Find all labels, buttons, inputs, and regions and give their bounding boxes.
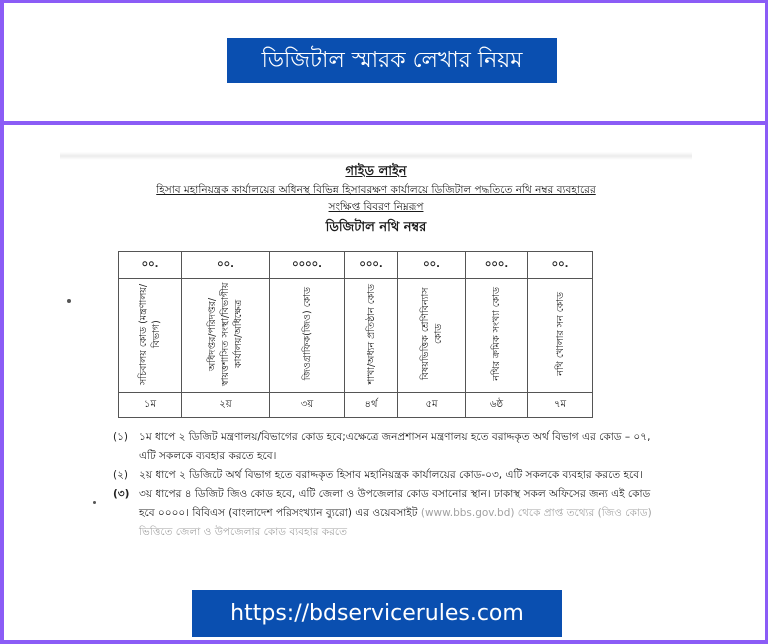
- label-cell: [182, 279, 270, 393]
- note-text: ৩য় ধাপের ৪ ডিজিট জিও কোড হবে, এটি জেলা ও উপজেলার কোড বসানোর স্থান। ঢাকাস্থ সকল অফিসের জন্য এই কোড হবে ০০০০। বিবিএস (বাংলাদেশ পরিসংখ্যান ব্যুরো) এর ওয়েবসাইট: [139, 488, 651, 519]
- website-link[interactable]: https://bdservicerules.com: [192, 590, 562, 637]
- digital-file-number-table: [118, 251, 593, 418]
- label-text: শাখা/অধ্যন প্রতিষ্ঠান কোড: [365, 283, 377, 385]
- note-item: [113, 466, 658, 485]
- label-row: [119, 279, 593, 393]
- step-row: [119, 393, 593, 418]
- note-text: ২য় ধাপে ২ ডিজিটে অর্থ বিভাগ হতে বরাদ্দকৃত হিসাব মহানিয়ন্ত্রক কার্যালয়ের কোড-০৩, এটি সকলকে ব্যবহার করতে হবে।: [139, 469, 643, 481]
- note-number: (৩): [113, 488, 130, 500]
- label-cell: [466, 279, 528, 393]
- code-cell: ০০.: [398, 252, 466, 279]
- note-item: [113, 428, 658, 466]
- label-cell: [270, 279, 345, 393]
- note-number: (১): [113, 431, 129, 443]
- step-cell: ৪র্থ: [345, 393, 398, 418]
- label-cell: [345, 279, 398, 393]
- label-cell: [398, 279, 466, 393]
- label-text: বিষয়ভিত্তিক শ্রেণিবিন্যাস কোড: [419, 287, 444, 381]
- label-cell: [528, 279, 593, 393]
- note-number: (২): [113, 469, 129, 481]
- label-text: জিওগ্রাফিক(জিও) কোড: [301, 287, 313, 381]
- scan-speck: [93, 501, 96, 504]
- label-text: নথির ক্রমিক সংখ্যা কোড: [491, 287, 502, 381]
- step-cell: ৬ষ্ঠ: [466, 393, 528, 418]
- step-cell: ৫ম: [398, 393, 466, 418]
- note-text: ১ম ধাপে ২ ডিজিট মন্ত্রণালয়/বিভাগের কোড হবে;এক্ষেত্রে জনপ্রশাসন মন্ত্রণালয় হতে বরাদ্দকৃত অর্থ বিভাগ এর কোড – ০৭, এটি সকলকে ব্যবহার করতে হবে।: [139, 431, 651, 462]
- document-subtitle-line1: হিসাব মহানিয়ন্ত্রক কার্যালয়ের অধিনস্থ বিভিন্ন হিসাবরক্ষণ কার্যালয়ে ডিজিটাল পদ্ধতিতে নথি নম্বর ব্যবহারের: [156, 184, 596, 196]
- step-cell: ৭ম: [528, 393, 593, 418]
- label-text: অধিদপ্তর/পরিদপ্তর/ স্বায়ত্তশাসিত সংস্থা/বিভাগীয় কার্যালয়/অধিক্ষেত্র: [207, 282, 244, 386]
- scan-shadow: [60, 152, 692, 160]
- code-cell: ০০০০.: [270, 252, 345, 279]
- code-cell: ০০০.: [345, 252, 398, 279]
- step-cell: ৩য়: [270, 393, 345, 418]
- step-cell: ২য়: [182, 393, 270, 418]
- header-divider: [0, 121, 768, 125]
- scanned-document: [60, 150, 692, 585]
- section-title: ডিজিটাল নথি নম্বর: [325, 220, 427, 235]
- document-subtitle-line2: সংক্ষিপ্ত বিবরণ নিম্নরূপ: [328, 201, 424, 213]
- note-item: [113, 485, 658, 542]
- label-text: নথি খোলার সন কোড: [554, 292, 566, 376]
- code-row: [119, 252, 593, 279]
- step-cell: ১ম: [119, 393, 182, 418]
- title-banner: ডিজিটাল স্মারক লেখার নিয়ম: [227, 38, 557, 83]
- note-text-cutoff: (www.bbs.gov.bd) থেকে প্রাপ্ত তথ্যের (জিও কোড) ভিত্তিতে জেলা ও উপজেলার কোড ব্যবহার করতে: [139, 507, 652, 538]
- scan-speck: [67, 299, 71, 303]
- label-cell: [119, 279, 182, 393]
- code-cell: ০০০.: [466, 252, 528, 279]
- document-heading: গাইড লাইন: [345, 164, 407, 179]
- label-text: সচিবালয় কোড (মন্ত্রণালয়/বিভাগ): [138, 283, 162, 385]
- notes-list: [113, 428, 658, 542]
- code-cell: ০০.: [182, 252, 270, 279]
- code-cell: ০০.: [528, 252, 593, 279]
- code-cell: ০০.: [119, 252, 182, 279]
